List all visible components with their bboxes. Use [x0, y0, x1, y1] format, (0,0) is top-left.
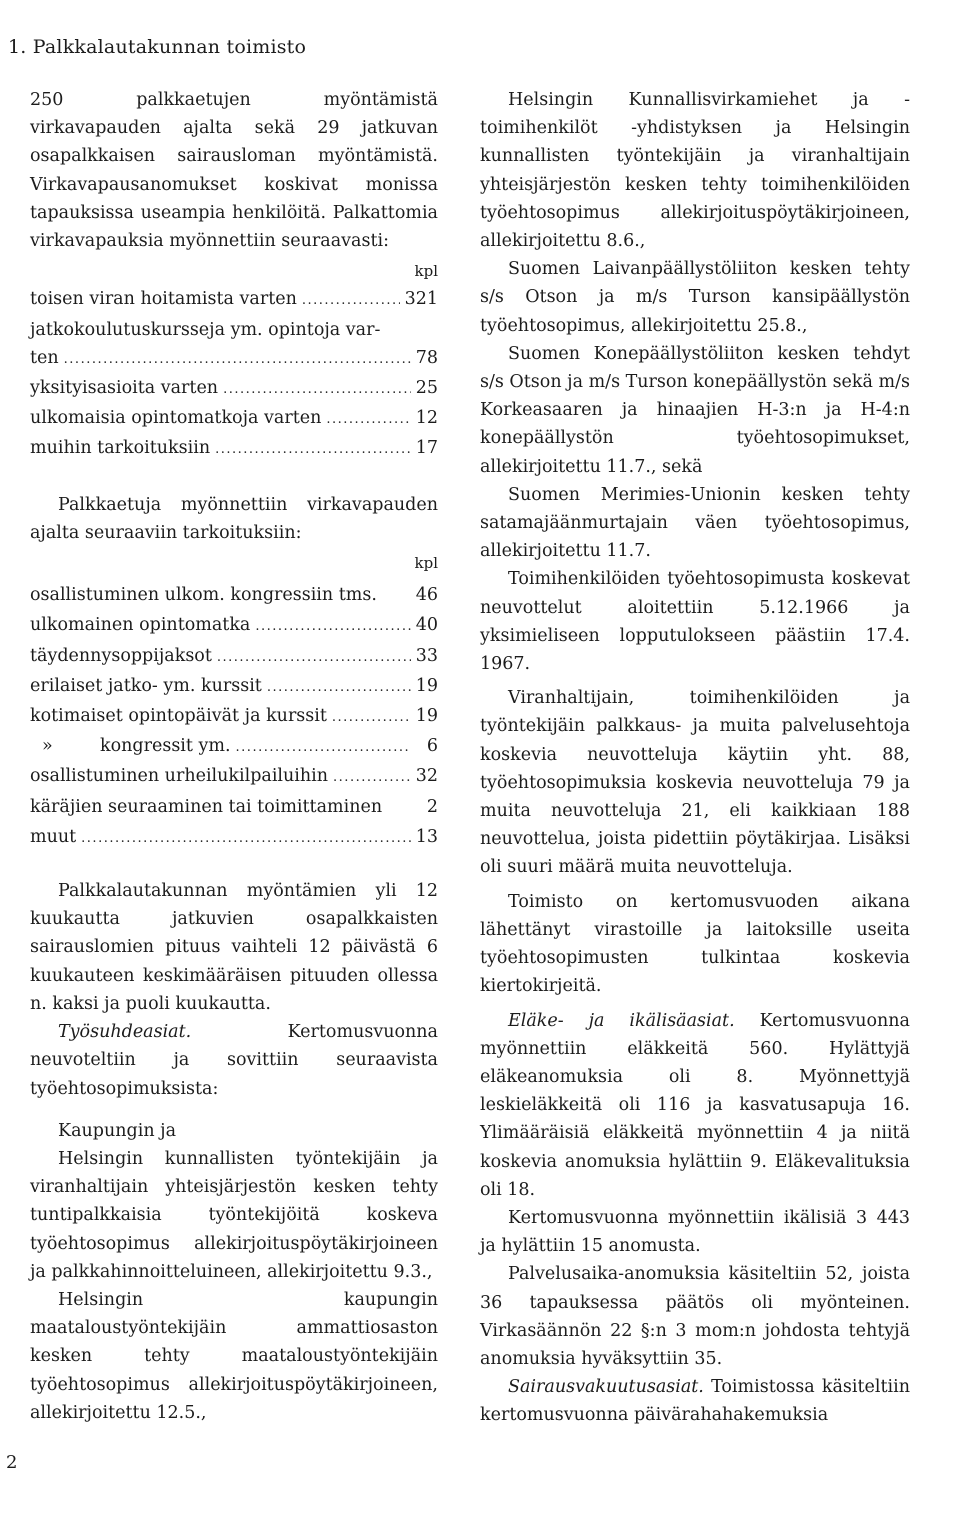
- list-item-label: ten: [30, 347, 59, 368]
- list-item-value: 32: [415, 766, 438, 787]
- circular-paragraph: Toimisto on kertomusvuoden aikana lähettänyt virastoille ja laitoksille useita työehtosopimusten tulkintaa koskevia kiertokirjeitä.: [480, 891, 910, 997]
- service-time-paragraph: Palvelusaika-anomuksia käsiteltiin 52, joista 36 tapauksessa päätös oli myönteinen. Virkasäännön 22 §:n 3 mom:n johdosta tehtyjä anomuksia hyväksyttiin 35.: [480, 1264, 910, 1369]
- right-column: [480, 86, 910, 1430]
- leader-dots: [81, 825, 411, 853]
- paid-leave-list: [30, 581, 438, 853]
- list-item-label: osallistuminen urheilukilpailuihin: [30, 766, 329, 787]
- section-title: Eläke- ja ikälisäasiat.: [508, 1010, 735, 1031]
- list-item-label-text: kongressit ym.: [100, 736, 231, 757]
- agreement-paragraph: Helsingin Kunnallisvirkamiehet ja -toimihenkilöt -yhdistyksen ja Helsingin kunnallisten työntekijäin ja viranhaltijain yhteisjärjestön kesken tehty toimihenkilöiden työehtosopimus allekirjoituspöytäkirjoineen, allekirjoitettu 8.6.,: [480, 90, 910, 252]
- list-item-label: osallistuminen ulkom. kongressiin tms.: [30, 585, 377, 606]
- list-item: [30, 434, 438, 464]
- leader-dots: [332, 704, 411, 732]
- agreement-paragraph: Suomen Merimies-Unionin kesken tehty satamajäänmurtajain väen työehtosopimus, allekirjoitettu 11.7.: [480, 484, 910, 562]
- list-item-label: muihin tarkoituksiin: [30, 438, 211, 459]
- list-item: [30, 285, 438, 315]
- leader-dots: [217, 644, 411, 672]
- agreement-intro-line: Kaupungin ja: [58, 1120, 177, 1141]
- list-item-value: 46: [415, 585, 438, 606]
- list-item: [30, 374, 438, 404]
- page-heading: 1. Palkkalautakunnan toimisto: [8, 36, 307, 58]
- negotiation-paragraph: Toimihenkilöiden työehtosopimusta koskevat neuvottelut aloitettiin 5.12.1966 ja yksimieliseen lopputulokseen päästiin 17.4. 1967.: [480, 569, 910, 675]
- list-item: [30, 672, 438, 702]
- list-item-value: 321: [404, 289, 438, 310]
- agreement-paragraph: Helsingin kunnallisten työntekijäin ja viranhaltijain yhteisjärjestön kesken tehty tuntipalkkaisia työntekijöitä koskeva työehtosopimus allekirjoituspöytäkirjoineen ja palkkahinnoitteluineen, allekirjoitettu 9.3.,: [30, 1148, 438, 1282]
- section-title: Työsuhdeasiat.: [58, 1022, 192, 1043]
- list-item: [30, 732, 438, 762]
- agreement-paragraph: Suomen Laivanpäällystöliiton kesken tehty s/s Otson ja m/s Turson kansipäällystön työehtosopimus, allekirjoitettu 25.8.,: [480, 259, 910, 336]
- employment-matters-paragraph: [30, 1018, 438, 1103]
- list-item: [30, 823, 438, 853]
- leader-dots: [333, 764, 411, 792]
- list-item-value: 6: [426, 736, 438, 757]
- sick-leave-paragraph: Palkkalautakunnan myöntämien yli 12 kuukautta jatkuvien osapalkkaisten sairauslomien pituus vaihteli 12 päivästä 6 kuukauteen keskimääräisen pituuden ollessa n. kaksi ja puoli kuukautta.: [30, 881, 438, 1014]
- leader-dots: [64, 346, 411, 374]
- list-item-value: 78: [415, 347, 438, 368]
- list-item-value: 2: [426, 796, 438, 817]
- negotiation-paragraph: Viranhaltijain, toimihenkilöiden ja työntekijäin palkkaus- ja muita palvelusehtoja koskevia neuvotteluja käytiin yht. 88, työehtosopimuksia koskevia neuvotteluja 79 ja muita neuvotteluja 21, eli kaikkiaan 188 neuvottelua, joista pidettiin pöytäkirjaa. Lisäksi oli suuri määrä muita neuvotteluja.: [480, 688, 910, 878]
- list-item-label: erilaiset jatko- ym. kurssit: [30, 675, 262, 696]
- list-item: [30, 702, 438, 732]
- leader-dots: [223, 376, 411, 404]
- list-item: [30, 344, 438, 374]
- seniority-paragraph: Kertomusvuonna myönnettiin ikälisiä 3 443 ja hylättiin 15 anomusta.: [480, 1207, 910, 1257]
- unit-label: kpl: [414, 554, 438, 573]
- leader-dots: [236, 734, 411, 762]
- list-item-label: käräjien seuraaminen tai toimittaminen: [30, 796, 383, 817]
- pension-paragraph: [480, 1007, 910, 1204]
- list-item-value: 19: [415, 706, 438, 727]
- list-item-label: [30, 732, 231, 760]
- leader-dots: [255, 613, 410, 641]
- list-item-value: 19: [415, 675, 438, 696]
- list-item: [30, 581, 438, 611]
- list-item: [30, 762, 438, 792]
- leader-dots: [215, 436, 411, 464]
- list-item-value: 40: [415, 615, 438, 636]
- unpaid-leave-list: [30, 285, 438, 464]
- list-item-label: toisen viran hoitamista varten: [30, 289, 297, 310]
- list-item-label: ulkomaisia opintomatkoja varten: [30, 408, 322, 429]
- list-item-label: täydennysoppijaksot: [30, 645, 212, 666]
- paragraph-text: Toimistossa käsiteltiin kertomusvuonna päivärahahakemuksia: [480, 1377, 910, 1426]
- list-item-label: yksityisasioita varten: [30, 378, 219, 399]
- list-item-value: 12: [415, 408, 438, 429]
- paragraph-text: Kertomusvuonna myönnettiin eläkkeitä 560. Hylättyjä eläkeanomuksia oli 8. Myönnettyjä leskieläkkeitä oli 116 ja kasvatusapuja 16. Ylimääräisiä eläkkeitä myönnettiin 4 ja niitä koskevia anomuksia hylättiin 9. Eläkevalituksia oli 18.: [480, 1010, 910, 1200]
- paid-leave-paragraph: Palkkaetuja myönnettiin virkavapauden ajalta seuraaviin tarkoituksiin:: [30, 494, 438, 543]
- list-item: [30, 642, 438, 672]
- list-item-label-first-line: jatkokoulutuskursseja ym. opintoja var-: [30, 319, 381, 340]
- leader-dots: [326, 406, 410, 434]
- list-item: [30, 793, 438, 823]
- ditto-mark: »: [42, 736, 53, 757]
- list-item-label: kotimaiset opintopäivät ja kurssit: [30, 706, 327, 727]
- agreement-paragraph: Helsingin kaupungin maataloustyöntekijäin ammattiosaston kesken tehty maataloustyöntekijäin työehtosopimus allekirjoituspöytäkirjoineen, allekirjoitettu 12.5.,: [30, 1289, 438, 1423]
- list-item: [30, 611, 438, 641]
- leader-dots: [267, 674, 411, 702]
- list-item-value: 33: [415, 645, 438, 666]
- sickness-insurance-paragraph: [480, 1373, 910, 1429]
- left-column: [30, 86, 438, 1427]
- leader-dots: [302, 287, 400, 315]
- list-item: [30, 404, 438, 434]
- page-number: 2: [6, 1452, 18, 1473]
- list-item-value: 17: [415, 438, 438, 459]
- paragraph-text: Kertomusvuonna neuvoteltiin ja sovittiin seuraavista työehtosopimuksista:: [30, 1022, 438, 1099]
- unit-label: kpl: [414, 262, 438, 281]
- list-item-value: 13: [415, 826, 438, 847]
- list-item-label: muut: [30, 826, 77, 847]
- list-item-label: ulkomainen opintomatka: [30, 615, 251, 636]
- section-title: Sairausvakuutusasiat.: [508, 1377, 704, 1398]
- list-item-value: 25: [415, 378, 438, 399]
- agreement-paragraph: Suomen Konepäällystöliiton kesken tehdyt s/s Otson ja m/s Turson konepäällystön sekä m/s Korkeasaaren ja hinaajien H-3:n ja H-4:n konepäällystön työehtosopimukset, allekirjoitettu 11.7., sekä: [480, 343, 910, 477]
- intro-paragraph: 250 palkkaetujen myöntämistä virkavapauden ajalta sekä 29 jatkuvan osapalkkaisen sairausloman myöntämistä. Virkavapausanomukset koskivat monissa tapauksissa useampia henkilöitä. Palkattomia virkavapauksia myönnettiin seuraavasti:: [30, 90, 438, 252]
